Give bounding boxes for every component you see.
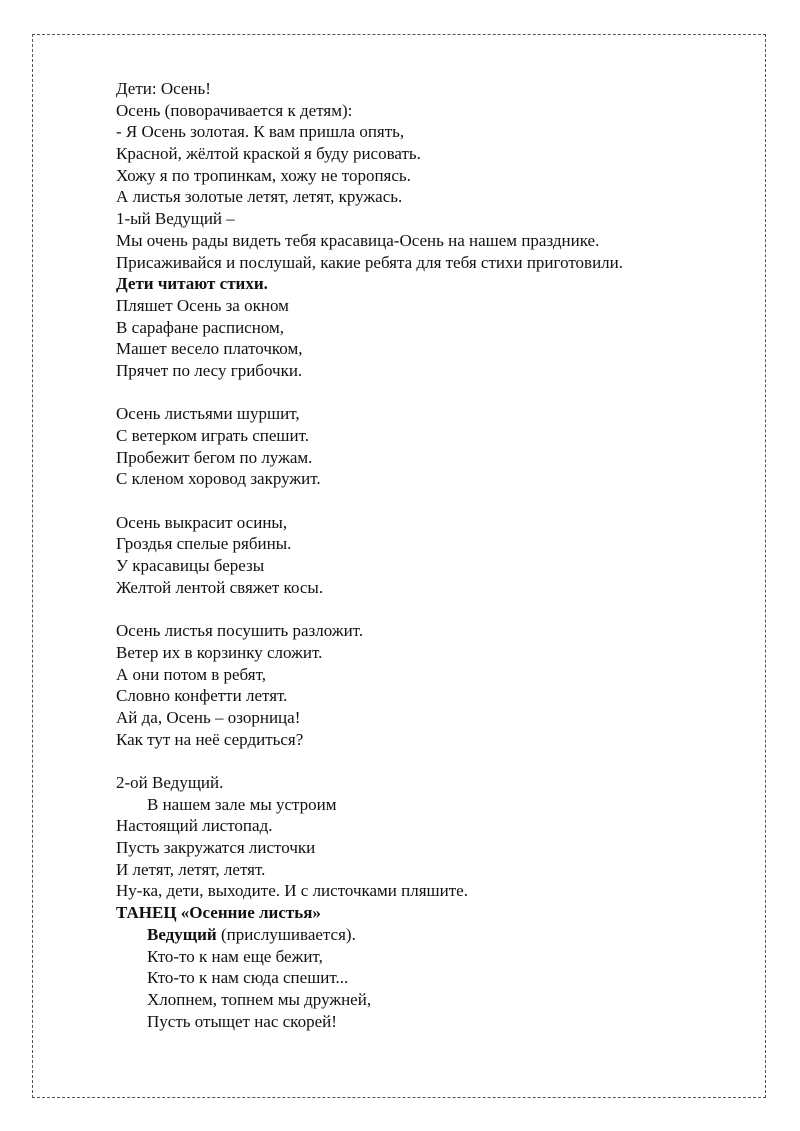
stage-direction: (прислушивается).: [216, 924, 356, 944]
text-line: Осень (поворачивается к детям):: [116, 100, 353, 120]
poem-line: Пусть закружатся листочки: [116, 838, 316, 858]
poem-line: Как тут на неё сердиться?: [116, 729, 304, 749]
poem-line: С ветерком играть спешит.: [116, 426, 310, 445]
poem-line: Хлопнем, топнем мы дружней,: [147, 989, 372, 1009]
poem-line: Пляшет Осень за окном: [116, 295, 289, 315]
poem-line: А они потом в ребят,: [116, 664, 267, 684]
poem-line: В сарафане расписном,: [116, 317, 284, 337]
speaker-label: 2-ой Ведущий.: [116, 773, 224, 792]
poem-line: Ну-ка, дети, выходите. И с листочками пляшите.: [116, 881, 468, 901]
text-line: 1-ый Ведущий –: [116, 209, 235, 229]
text-line: Красной, жёлтой краской я буду рисовать.: [116, 144, 421, 164]
poem-line: Машет весело платочком,: [116, 339, 303, 359]
dance-title: ТАНЕЦ «Осенние листья»: [116, 903, 321, 923]
poem-line: Ветер их в корзинку сложит.: [116, 642, 323, 662]
poem-line: В нашем зале мы устроим: [147, 794, 337, 814]
document-text: [116, 78, 716, 1032]
poem-line: Желтой лентой свяжет косы.: [116, 577, 324, 597]
poem-line: Ай да, Осень – озорница!: [116, 707, 301, 727]
poem-line: Осень выкрасит осины,: [116, 512, 288, 532]
text-line: Присаживайся и послушай, какие ребята для тебя стихи приготовили.: [116, 252, 624, 272]
speaker-line: [116, 924, 716, 946]
poem-line: Словно конфетти летят.: [116, 686, 288, 706]
text-line: - Я Осень золотая. К вам пришла опять,: [116, 122, 405, 142]
text-line: Мы очень рады видеть тебя красавица-Осень на нашем празднике.: [116, 230, 600, 250]
poem-line: Осень листьями шуршит,: [116, 404, 300, 424]
poem-line: Пробежит бегом по лужам.: [116, 447, 313, 467]
poem-line: Кто-то к нам еще бежит,: [147, 946, 323, 966]
poem-line: Пусть отыщет нас скорей!: [147, 1011, 337, 1031]
poem-line: Осень листья посушить разложит.: [116, 621, 364, 641]
poem-line: У красавицы березы: [116, 556, 265, 576]
text-line: Дети: Осень!: [116, 79, 211, 98]
poem-line: Гроздья спелые рябины.: [116, 534, 292, 554]
poem-line: И летят, летят, летят.: [116, 859, 266, 879]
poem-line: Настоящий листопад.: [116, 816, 273, 836]
poem-line: Кто-то к нам сюда спешит...: [147, 968, 349, 988]
text-line: А листья золотые летят, летят, кружась.: [116, 187, 403, 207]
poem-line: С кленом хоровод закружит.: [116, 469, 321, 489]
section-heading: Дети читают стихи.: [116, 274, 268, 294]
speaker-name: Ведущий: [147, 924, 217, 944]
text-line: Хожу я по тропинкам, хожу не торопясь.: [116, 165, 411, 185]
poem-line: Прячет по лесу грибочки.: [116, 360, 303, 380]
